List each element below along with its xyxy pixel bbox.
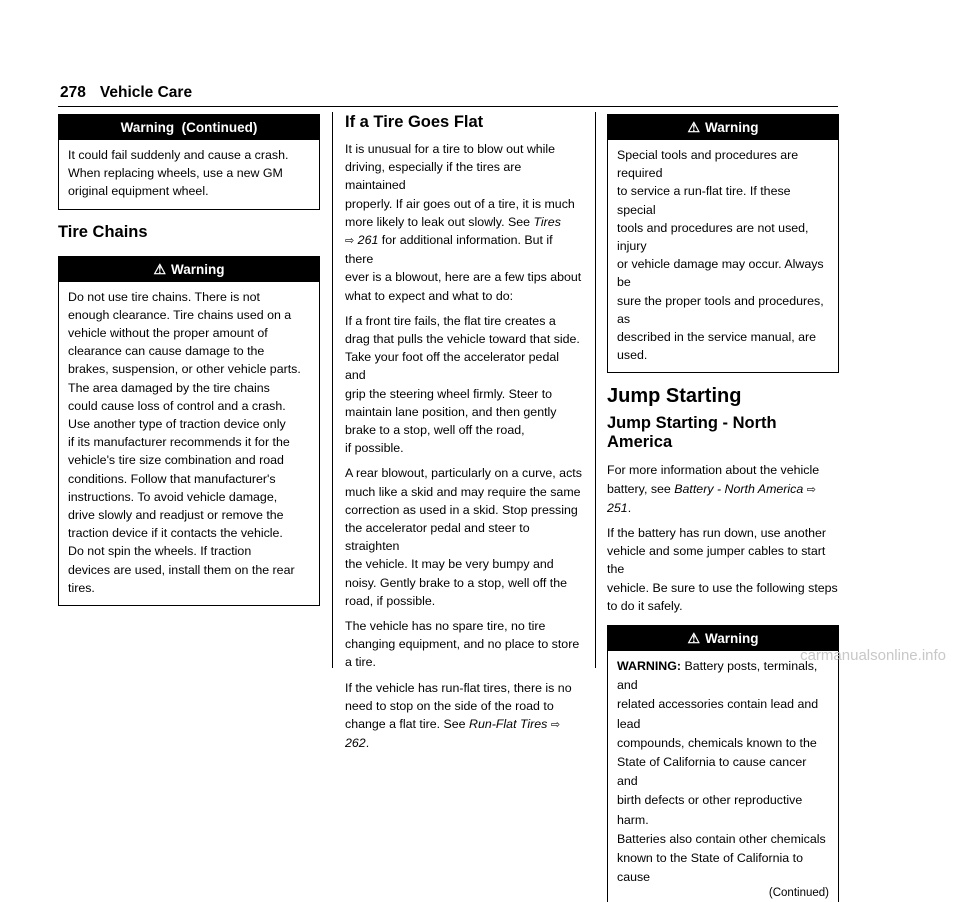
text-span: Battery posts, terminals, and [617, 659, 818, 693]
warning-line: original equipment wheel. [68, 184, 209, 199]
warning-box-continued [58, 114, 320, 210]
text-line: road, if possible. [345, 593, 436, 608]
text-line: noisy. Gently brake to a stop, well off the [345, 575, 568, 590]
text-span: for additional information. But if there [345, 233, 553, 267]
text-line: Take your foot off the accelerator pedal and [345, 350, 559, 383]
warning-title: Warning [705, 120, 759, 135]
page-header [60, 84, 192, 102]
warning-lead: WARNING: [617, 659, 682, 674]
text-line [345, 715, 583, 752]
warning-body [608, 140, 838, 372]
warning-line: devices are used, install them on the rear [68, 562, 295, 577]
warning-line: or vehicle damage may occur. Always be [617, 257, 824, 290]
warning-line: to service a run-flat tire. If these special [617, 184, 791, 217]
warning-line: clearance can cause damage to the [68, 344, 265, 359]
section-title: Vehicle Care [99, 84, 193, 101]
paragraph [607, 461, 839, 517]
text-span: . [627, 500, 632, 515]
text-span: . [365, 736, 370, 751]
warning-line: tires. [68, 580, 95, 595]
warning-line: described in the service manual, are used. [617, 330, 817, 363]
warning-line: birth defects or other reproductive harm. [617, 793, 803, 827]
text-line: A rear blowout, particularly on a curve, acts [345, 466, 582, 481]
warning-line: When replacing wheels, use a new GM [68, 166, 283, 181]
flat-tire-heading: If a Tire Goes Flat [345, 113, 484, 131]
warning-line: brakes, suspension, or other vehicle parts. [68, 362, 301, 377]
warning-line: compounds, chemicals known to the [617, 735, 817, 750]
text-line [345, 213, 583, 231]
tires-link[interactable]: Tires [533, 214, 561, 229]
warning-line: State of California to cause cancer and [617, 755, 807, 789]
warning-line: enough clearance. Tire chains used on a [68, 307, 292, 322]
warning-line [617, 657, 829, 695]
warning-line: known to the State of California to cause [617, 851, 803, 885]
warning-line: vehicle's tire size combination and road [68, 453, 284, 468]
text-line: ever is a blowout, here are a few tips about [345, 270, 582, 285]
text-line [345, 231, 583, 268]
tire-chains-heading: Tire Chains [58, 222, 148, 241]
warning-line: could cause loss of control and a crash. [68, 398, 286, 413]
text-line: what to expect and what to do: [345, 288, 514, 303]
page-ref-251[interactable]: 251 [607, 500, 628, 515]
warning-line: tools and procedures are not used, injury [617, 220, 809, 254]
text-line: need to stop on the side of the road to [345, 698, 554, 713]
text-line: driving, especially if the tires are maintained [345, 160, 522, 193]
continued-label: (Continued) [768, 886, 829, 899]
text-line: If the vehicle has run-flat tires, there is no [345, 680, 572, 695]
warning-box-tire-chains [58, 256, 320, 606]
text-line: grip the steering wheel firmly. Steer to [345, 386, 553, 401]
paragraph [345, 140, 583, 305]
column-divider-1 [332, 112, 333, 668]
watermark: carmanualsonline.info [800, 647, 946, 664]
text-line: brake to a stop, well off the road, [345, 423, 525, 438]
warning-triangle-icon: ⚠ [153, 260, 167, 277]
header-rule [58, 106, 838, 107]
page-ref-arrow-icon: ⇨ [806, 483, 816, 496]
warning-title: Warning [171, 261, 225, 277]
page-ref-arrow-icon: ⇨ [550, 719, 561, 732]
column-2 [345, 113, 583, 753]
text-span: more likely to leak out slowly. See [345, 214, 534, 229]
text-line: changing equipment, and no place to store [345, 637, 580, 652]
warning-body [59, 140, 319, 209]
warning-box-run-flat [607, 114, 839, 373]
text-line: a tire. [345, 655, 376, 670]
text-line: The vehicle has no spare tire, no tire [345, 619, 546, 634]
paragraph [345, 312, 583, 458]
text-line: vehicle. Be sure to use the following steps [607, 580, 838, 595]
text-line: It is unusual for a tire to blow out while [345, 142, 556, 156]
warning-line: sure the proper tools and procedures, as [617, 293, 824, 326]
page-ref-262[interactable]: 262 [345, 736, 366, 751]
warning-line: instructions. To avoid vehicle damage, [68, 489, 278, 504]
text-line [607, 480, 839, 517]
warning-line: conditions. Follow that manufacturer's [68, 471, 276, 486]
text-line: if possible. [345, 441, 404, 456]
warning-line: drive slowly and readjust or remove the [68, 508, 284, 523]
text-line: vehicle and some jumper cables to start the [607, 544, 826, 577]
warning-line: Special tools and procedures are required [617, 148, 799, 181]
warning-line: traction device if it contacts the vehicle. [68, 526, 283, 541]
text-line: much like a skid and may require the same [345, 484, 581, 499]
warning-line: Do not spin the wheels. If traction [68, 544, 252, 559]
warning-line: Batteries also contain other chemicals [617, 831, 826, 846]
jump-starting-heading: Jump Starting [607, 385, 742, 408]
text-line: For more information about the vehicle [607, 463, 820, 478]
warning-line: Do not use tire chains. There is not [68, 289, 260, 304]
warning-line: It could fail suddenly and cause a crash. [68, 148, 289, 162]
warning-title-bar [59, 257, 319, 282]
warning-title: Warning (Continued) [120, 120, 258, 135]
column-divider-2 [595, 112, 596, 668]
jump-starting-na-heading: Jump Starting - North America [607, 414, 777, 452]
paragraph [607, 524, 839, 615]
text-line: the accelerator pedal and steer to straighten [345, 521, 530, 554]
warning-title: Warning [705, 631, 759, 647]
warning-triangle-icon: ⚠ [687, 630, 701, 647]
warning-line: The area damaged by the tire chains [68, 380, 270, 395]
paragraph [345, 464, 583, 610]
text-line: correction as used in a skid. Stop pressing [345, 502, 578, 517]
warning-box-battery [607, 625, 839, 901]
text-line: to do it safely. [607, 598, 683, 613]
paragraph [345, 679, 583, 753]
text-line: the vehicle. It may be very bumpy and [345, 557, 554, 572]
warning-title-bar [608, 115, 838, 140]
text-line: properly. If air goes out of a tire, it is much [345, 196, 575, 211]
warning-triangle-icon: ⚠ [687, 119, 701, 135]
warning-line: if its manufacturer recommends it for the [68, 435, 290, 450]
warning-line: related accessories contain lead and lead [617, 697, 819, 731]
text-line: drag that pulls the vehicle toward that side. [345, 332, 580, 347]
warning-body [608, 651, 838, 901]
page-ref-261[interactable]: 261 [357, 233, 379, 248]
paragraph [345, 617, 583, 672]
warning-body [59, 282, 319, 605]
run-flat-tires-link[interactable]: Run-Flat Tires [469, 717, 548, 732]
text-line: If a front tire fails, the flat tire creates a [345, 313, 556, 328]
page-number: 278 [60, 84, 86, 101]
text-span: battery, see [607, 481, 675, 496]
column-3 [607, 114, 839, 902]
text-span: change a flat tire. See [345, 717, 469, 732]
warning-line: vehicle without the proper amount of [68, 326, 268, 341]
warning-title-bar [59, 115, 319, 140]
page-ref-arrow-icon: ⇨ [345, 235, 355, 248]
text-line: maintain lane position, and then gently [345, 404, 557, 419]
text-line: If the battery has run down, use another [607, 526, 827, 541]
column-1 [58, 114, 320, 606]
battery-link[interactable]: Battery - North America [674, 481, 804, 496]
warning-line: Use another type of traction device only [68, 417, 286, 432]
